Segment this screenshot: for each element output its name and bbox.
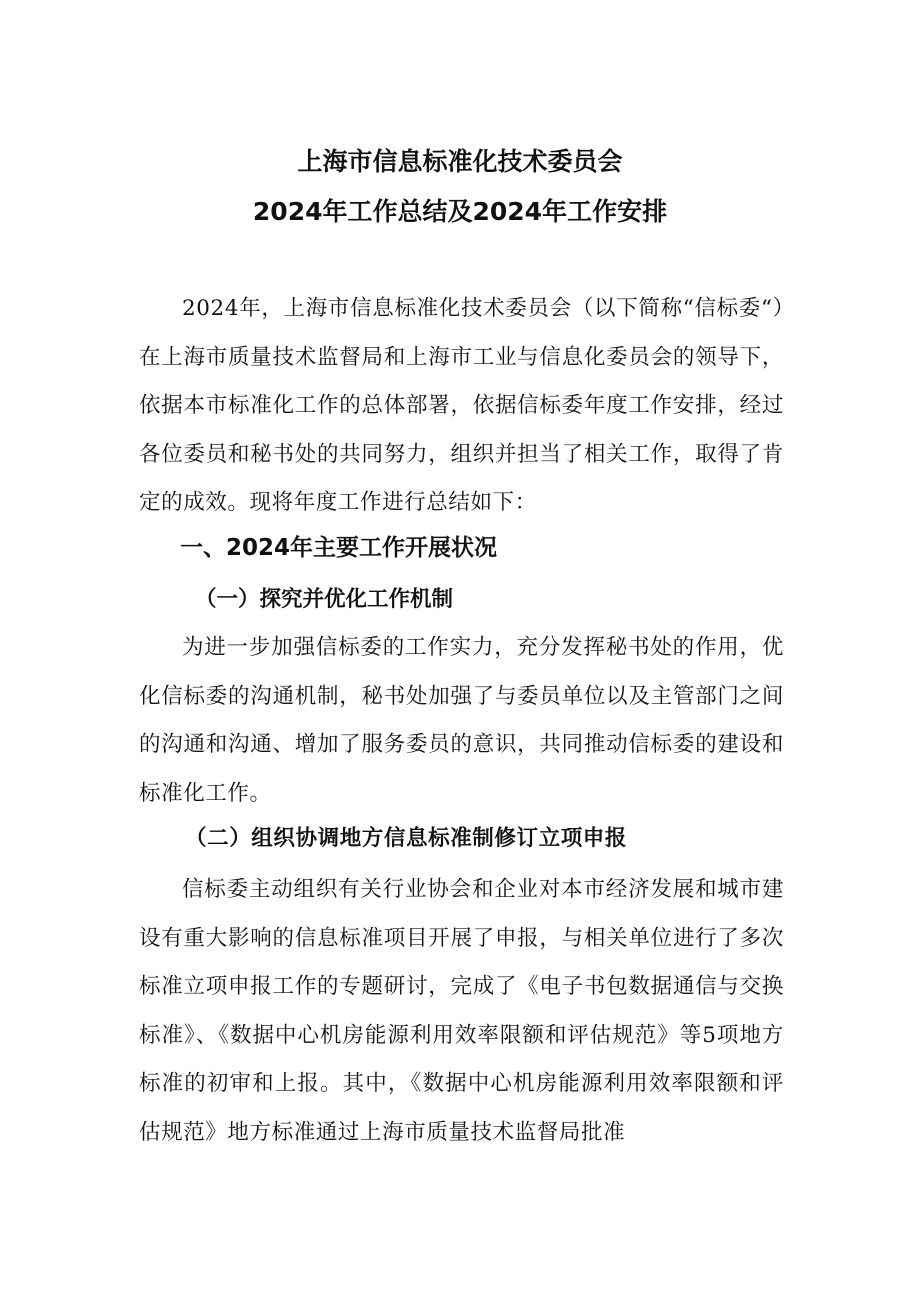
subsection-number: （一） (195, 587, 260, 612)
standard-projects-paragraph: 信标委主动组织有关行业协会和企业对本市经济发展和城市建设有重大影响的信息标准项目开展了申报，与相关单位进行了多次标准立项申报工作的专题研讨，完成了《电子书包数据通信与交换标准》、《数据中心机房能源利用效率限额和评估规范》等5项地方标准的初审和上报。其中，《数据中心机房能源利用效率限额和评估规范》地方标准通过上海市质量技术监督局批准 (139, 877, 784, 1145)
section-heading-main-work: 一、2024年主要工作开展状况 (180, 535, 498, 561)
subsection-title: 探究并优化工作机制 (259, 587, 454, 612)
intro-paragraph: 2024年，上海市信息标准化技术委员会（以下简称“信标委“）在上海市质量技术监督局和上海市工业与信息化委员会的领导下，依据本市标准化工作的总体部署，依据信标委年度工作安排，经过各位委员和秘书处的共同努力，组织并担当了相关工作，取得了肯定的成效。现将年度工作进行总结如下： (139, 296, 784, 515)
subsection-heading-standard-projects: （二）组织协调地方信息标准制修订立项申报 (185, 826, 628, 851)
document-title-line2: 2024年工作总结及2024年工作安排 (252, 197, 668, 226)
document-title-line1: 上海市信息标准化技术委员会 (297, 147, 623, 176)
work-mechanism-paragraph: 为进一步加强信标委的工作实力，充分发挥秘书处的作用，优化信标委的沟通机制，秘书处加强了与委员单位以及主管部门之间的沟通和沟通、增加了服务委员的意识，共同推动信标委的建设和标准化工作。 (139, 635, 784, 806)
subsection-heading-work-mechanism (195, 583, 453, 617)
